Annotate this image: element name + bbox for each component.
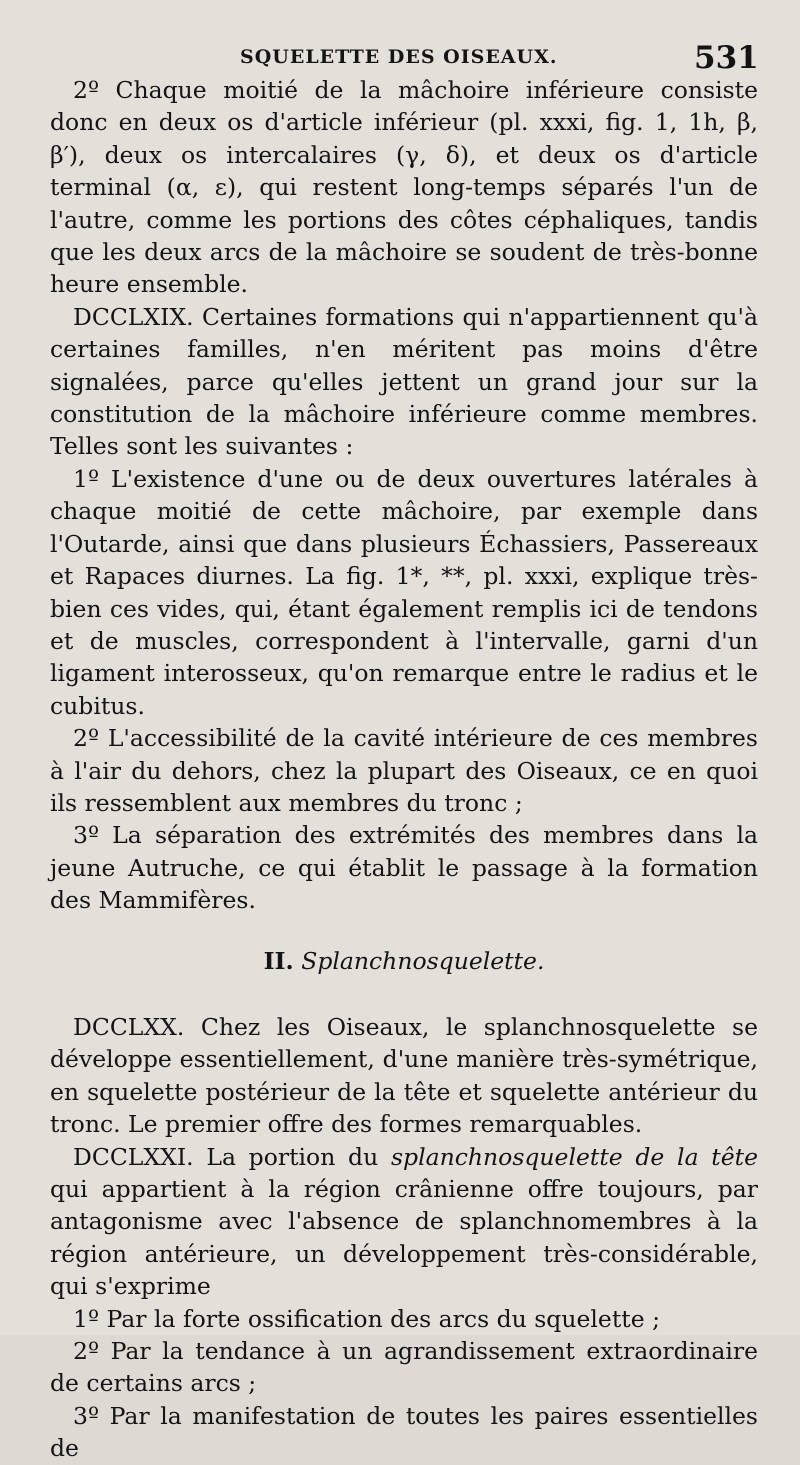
paragraph: DCCLXIX. Certaines formations qui n'appartiennent qu'à certaines familles, n'en méritent pas moins d'être signalées, parce qu'elles jettent un grand jour sur la constitution de la mâchoire inférieure comme membres. Telles sont les suivantes : [50, 302, 758, 461]
section-heading [50, 945, 758, 977]
page-body [50, 74, 758, 1465]
running-title: SQUELETTE DES OISEAUX. [240, 46, 558, 68]
paragraph: DCCLXX. Chez les Oiseaux, le splanchnosquelette se développe essentiellement, d'une manière très-symétrique, en squelette postérieur de la tête et squelette antérieur du tronc. Le premier offre des formes remarquables. [50, 1012, 758, 1139]
paragraph: 2º Chaque moitié de la mâchoire inférieure consiste donc en deux os d'article inférieur (pl. xxxi, fig. 1, 1h, β, β′), deux os intercalaires (γ, δ), et deux os d'article terminal (α, ε), qui restent long-temps séparés l'un de l'autre, comme les portions des côtes céphaliques, tandis que les deux arcs de la mâchoire se soudent de très-bonne heure ensemble. [50, 76, 758, 299]
paragraph [50, 1141, 758, 1303]
paragraph-italic-term: splanchnosquelette de la tête [390, 1142, 759, 1171]
paragraph: 3º La séparation des extrémités des membres dans la jeune Autruche, ce qui établit le passage à la formation des Mammifères. [50, 821, 758, 915]
paragraph-lead: DCCLXXI. La portion du [73, 1142, 391, 1171]
paragraph: 1º L'existence d'une ou de deux ouvertures latérales à chaque moitié de cette mâchoire, par exemple dans l'Outarde, ainsi que dans plusieurs Échassiers, Passereaux et Rapaces diurnes. La fig. 1*, **, pl. xxxi, explique très-bien ces vides, qui, étant également remplis ici de tendons et de muscles, correspondent à l'intervalle, garni d'un ligament interosseux, qu'on remarque entre le radius et le cubitus. [50, 464, 758, 720]
page-number: 531 [694, 40, 759, 76]
section-title: Splanchnosquelette. [301, 946, 545, 975]
paragraph: 3º Par la manifestation de toutes les paires essentielles de [50, 1401, 758, 1463]
paragraph: 1º Par la forte ossification des arcs du squelette ; [73, 1304, 660, 1333]
section-number: II. [263, 946, 294, 975]
paragraph: 2º Par la tendance à un agrandissement extraordinaire de certains arcs ; [50, 1337, 758, 1398]
paragraph: 2º L'accessibilité de la cavité intérieure de ces membres à l'air du dehors, chez la plupart des Oiseaux, ce en quoi ils ressemblent aux membres du tronc ; [50, 724, 758, 817]
paragraph-tail: qui appartient à la région crânienne offre toujours, par antagonisme avec l'absence de splanchnomembres à la région antérieure, un développement très-considérable, qui s'exprime [50, 1175, 758, 1301]
